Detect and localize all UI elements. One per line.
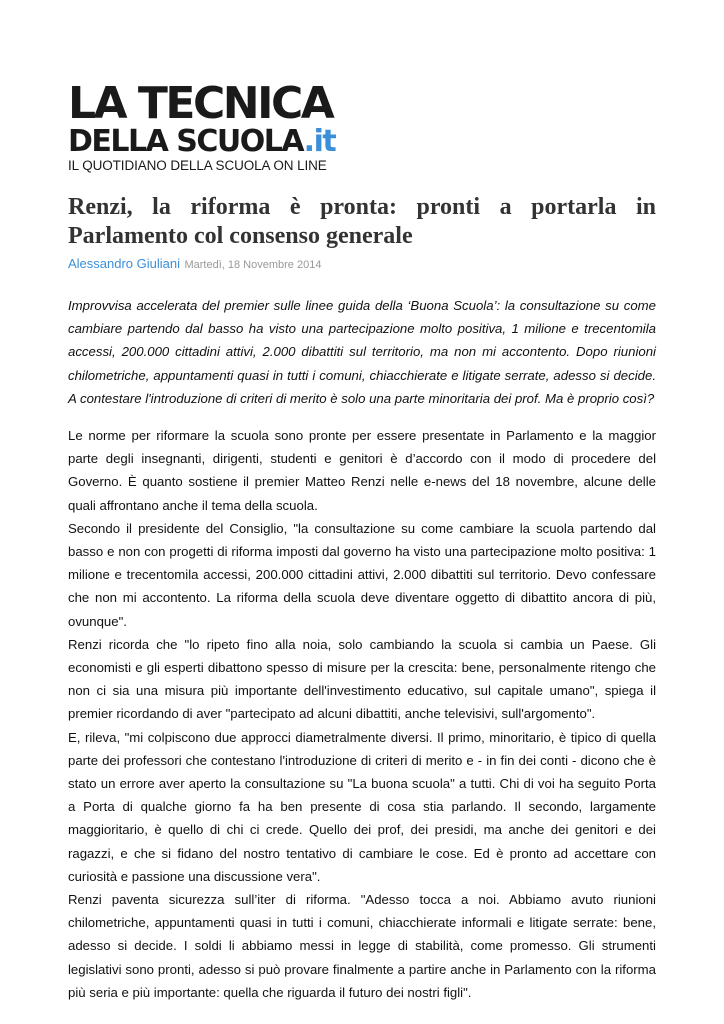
logo-domain-suffix: .it <box>303 124 336 159</box>
article-byline <box>68 255 656 273</box>
article-lead: Improvvisa accelerata del premier sulle linee guida della ‘Buona Scuola’: la consultazione su come cambiare partendo dal basso ha visto una partecipazione molto positiva, 1 milione e trecentomila accessi, 200.000 cittadini attivi, 2.000 dibattiti sul territorio, ma non mi accontento. Dopo riunioni chilometriche, appuntamenti quasi in tutti i comuni, chiacchierate e litigate serrate, adesso si decide. A contestare l'introduzione di criteri di merito è solo una parte minoritaria dei prof. Ma è proprio così? <box>68 298 656 406</box>
logo-subtitle-text: DELLA SCUOLA <box>68 124 304 159</box>
logo-tagline: IL QUOTIDIANO DELLA SCUOLA ON LINE <box>68 158 327 173</box>
site-logo[interactable] <box>68 78 368 174</box>
article-paragraph: Le norme per riformare la scuola sono pronte per essere presentate in Parlamento e la maggior parte degli insegnanti, dirigenti, studenti e genitori è d’accordo con il modo di procedere del Governo. È quanto sostiene il premier Matteo Renzi nelle e-news del 18 novembre, alcune delle quali affrontano anche il tema della scuola. <box>68 428 656 513</box>
article-paragraph: Renzi paventa sicurezza sull’iter di riforma. "Adesso tocca a noi. Abbiamo avuto riunioni chilometriche, appuntamenti quasi in tutti i comuni, chiacchierate informali e litigate serrate: bene, adesso si decide. I soldi li abbiamo messi in legge di stabilità, come promesso. Gli strumenti legislativi sono pronti, adesso si può provare finalmente a partire anche in Parlamento con la riforma più seria e più importante: quella che riguarda il futuro dei nostri figli". <box>68 892 656 1000</box>
article-body <box>68 424 656 1004</box>
article-paragraph: E, rileva, "mi colpiscono due approcci diametralmente diversi. Il primo, minoritario, è tipico di quella parte dei professori che contestano l'introduzione di criteri di merito e - in fin dei conti - dicono che è stato un errore aver aperto la consultazione su "La buona scuola" a tutti. Chi di voi ha seguito Porta a Porta di qualche giorno fa ha ben presente di cosa stia parlando. Il secondo, largamente maggioritario, è quello di chi ci crede. Quello dei prof, dei presidi, ma anche dei genitori e dei ragazzi, e che si fidano del nostro tentativo di cambiare le cose. Ed è pronto ad accettare con curiosità e passione una discussione vera". <box>68 729 656 884</box>
logo-title-line: LA TECNICA <box>68 78 333 129</box>
article-title: Renzi, la riforma è pronta: pronti a portarla in Parlamento col consenso generale <box>68 194 656 249</box>
article-paragraph: Renzi ricorda che "lo ripeto fino alla noia, solo cambiando la scuola si cambia un Paese. Gli economisti e gli esperti dibattono spesso di misure per la crescita: bene, personalmente ritengo che non ci sia una misura più importante dell'investimento educativo, sul capitale umano", spiega il premier ricordando di aver "partecipato ad alcuni dibattiti, anche televisivi, sull'argomento". <box>68 636 656 722</box>
article-paragraph: Secondo il presidente del Consiglio, "la consultazione su come cambiare la scuola partendo dal basso e non con progetti di riforma imposti dal governo ha visto una partecipazione molto positiva: 1 milione e trecentomila accessi, 200.000 cittadini attivi, 2.000 dibattiti sul territorio. Devo confessare che non mi accontento. La riforma della scuola deve diventare oggetto di dibattito ancora di più, ovunque". <box>68 520 656 629</box>
article-author[interactable]: Alessandro Giuliani <box>68 256 181 271</box>
article-date: Martedì, 18 Novembre 2014 <box>184 259 322 271</box>
logo-subtitle-line <box>68 126 368 158</box>
